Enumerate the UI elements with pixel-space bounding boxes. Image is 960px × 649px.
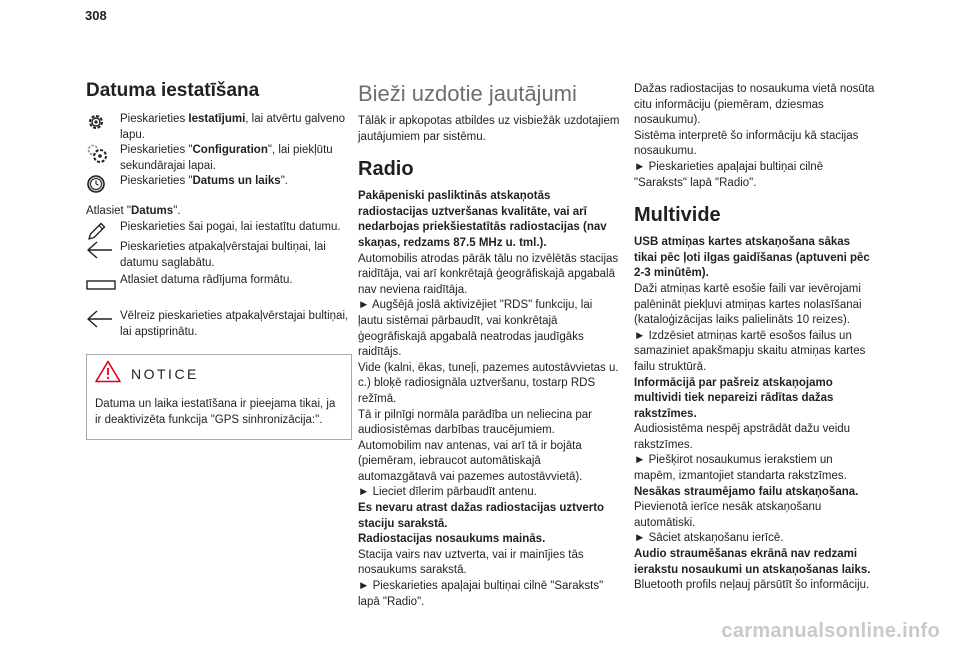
pencil-icon xyxy=(86,220,120,240)
notice-box xyxy=(86,354,352,439)
media-answer-2-2: ► Piešķirot nosaukumus ierakstiem un mapēm, izmantojiet standarta rakstzīmes. xyxy=(634,454,847,483)
radio-answer-1-5: Automobilim nav antenas, vai arī tā ir bojāta (piemēram, iebraucot automātiskajā automazgātavā vai pazemes autostāvvietā). xyxy=(358,439,583,483)
radio-answer-1-1: Automobilis atrodas pārāk tālu no izvēlētās stacijas raidītāja, vai arī konkrētajā ģeogrāfiskajā apgabalā nav neviena raidītāja. xyxy=(358,252,619,296)
step-settings xyxy=(86,112,351,143)
media-answer-2-1: Audiosistēma nespēj apstrādāt dažu veidu rakstzīmes. xyxy=(634,423,851,451)
media-answer-1-2: ► Izdzēsiet atmiņas kartē esošos failus un samaziniet apakšmapju skaitu atmiņas kartes failu struktūrā. xyxy=(634,329,866,373)
watermark: carmanualsonline.info xyxy=(721,620,940,642)
step-edit-date xyxy=(86,220,351,240)
media-question-2: Informācijā par pašreiz atskaņojamo multividi tiek nepareizi rādītas dažas rakstzīmes. xyxy=(634,376,834,420)
multimedia-heading: Multivide xyxy=(634,204,721,227)
step-edit-date-text: Pieskarieties šai pogai, lai iestatītu datumu. xyxy=(120,220,341,233)
media-answer-1-1: Daži atmiņas kartē esošie faili var ievērojami palēnināt piekļuvi atmiņas kartes nolasīšanai (kataloģizācijas laiks palielināts 10 reizes). xyxy=(634,282,862,327)
gear-icon xyxy=(86,112,120,132)
step-date-format-text: Atlasiet datuma rādījuma formātu. xyxy=(120,274,293,287)
faq-intro: Tālāk ir apkopotas atbildes uz visbiežāk uzdotajiem jautājumiem par sistēmu. xyxy=(358,115,620,143)
radio-heading: Radio xyxy=(358,158,414,181)
radio-answer-1-2: ► Augšējā joslā aktivizējiet "RDS" funkciju, lai ļautu sistēmai pārbaudīt, vai konkrētajā ģeogrāfiskajā apgabalā neatrodas jaudīgāks raidītājs. xyxy=(358,299,593,359)
warning-triangle-icon xyxy=(95,360,121,388)
media-question-4: Audio straumēšanas ekrānā nav redzami ierakstu nosaukumi un atskaņošanas laiks. xyxy=(634,548,871,576)
step-date-time-text: Pieskarieties "Datums un laiks". xyxy=(120,175,288,188)
clock-icon xyxy=(86,174,120,194)
media-answer-3-1: Pievienotā ierīce nesāk atskaņošanu automātiski. xyxy=(634,501,822,529)
radio-answer-1-3: Vide (kalni, ēkas, tuneļi, pazemes autostāvvietas u. c.) bloķē radiosignāla uztveršanu, tostarp RDS režīmā. xyxy=(358,361,619,405)
faq-title: Bieži uzdotie jautājumi xyxy=(358,81,577,106)
notice-text: Datuma un laika iestatīšana ir pieejama tikai, ja ir deaktivizēta funkcija "GPS sinhronizācija:". xyxy=(95,398,336,426)
back-arrow-icon xyxy=(86,309,120,329)
format-bar-icon xyxy=(86,273,120,293)
notice-title: NOTICE xyxy=(131,366,199,383)
media-question-3: Nesākas straumējamo failu atskaņošana. xyxy=(634,485,859,498)
notice-header xyxy=(95,361,341,387)
back-arrow-icon xyxy=(86,240,120,260)
radio-answer-1-6: ► Lieciet dīlerim pārbaudīt antenu. xyxy=(358,486,537,499)
step-confirm-text: Vēlreiz pieskarieties atpakaļvērstajai bultiņai, lai apstiprinātu. xyxy=(120,310,349,338)
radio-answer-1-4: Tā ir pilnīgi normāla parādība un neliecina par audiosistēmas darbības traucējumiem. xyxy=(358,408,592,437)
step-confirm xyxy=(86,309,351,340)
radio-question-1: Pakāpeniski pasliktinās atskaņotās radiostacijas uztveršanas kvalitāte, vai arī nedarbojas priekšiestatītās radiostacijas (nav skaņas, redzams 87.5 MHz u. tml.). xyxy=(358,190,607,249)
step-date-format xyxy=(86,273,351,293)
radio-question-2: Es nevaru atrast dažas radiostacijas uztverto staciju sarakstā. xyxy=(358,502,605,530)
radio-answer-3-3: Dažas radiostacijas to nosaukuma vietā nosūta citu informāciju (piemēram, dziesmas nosaukumu). xyxy=(634,83,875,127)
media-question-1: USB atmiņas kartes atskaņošana sākas tikai pēc ļoti ilgas gaidīšanas (aptuveni pēc 2-3 minūtēm). xyxy=(634,236,870,280)
date-settings-column xyxy=(86,80,351,440)
radio-question-3: Radiostacijas nosaukums mainās. xyxy=(358,533,546,546)
page-number: 308 xyxy=(85,8,107,23)
date-settings-title: Datuma iestatīšana xyxy=(86,80,260,101)
step-settings-text: Pieskarieties Iestatījumi, lai atvērtu galveno lapu. xyxy=(120,113,346,141)
radio-answer-3-1: Stacija vairs nav uztverta, vai ir mainījies tās nosaukums sarakstā. xyxy=(358,548,584,577)
faq-column xyxy=(358,80,620,610)
step-configuration xyxy=(86,143,351,174)
double-gear-icon xyxy=(86,143,120,163)
step-save-date xyxy=(86,240,351,271)
media-answer-4: Bluetooth profils neļauj pārsūtīt šo informāciju. xyxy=(634,579,870,592)
faq-continued-column xyxy=(634,82,876,594)
select-date-text: Atlasiet "Datums". xyxy=(86,205,181,218)
step-save-date-text: Pieskarieties atpakaļvērstajai bultiņai, lai datumu saglabātu. xyxy=(120,240,326,269)
media-answer-3-2: ► Sāciet atskaņošanu ierīcē. xyxy=(634,532,784,545)
radio-answer-3-4: Sistēma interpretē šo informāciju kā stacijas nosaukumu. xyxy=(634,129,859,158)
radio-answer-3-5: ► Pieskarieties apaļajai bultiņai cilnē "Saraksts" lapā "Radio". xyxy=(634,160,824,189)
radio-answer-3-2: ► Pieskarieties apaļajai bultiņai cilnē "Saraksts" lapā "Radio". xyxy=(358,580,604,608)
step-date-time xyxy=(86,174,351,194)
step-configuration-text: Pieskarieties "Configuration", lai piekļūtu sekundārajai lapai. xyxy=(120,144,333,172)
